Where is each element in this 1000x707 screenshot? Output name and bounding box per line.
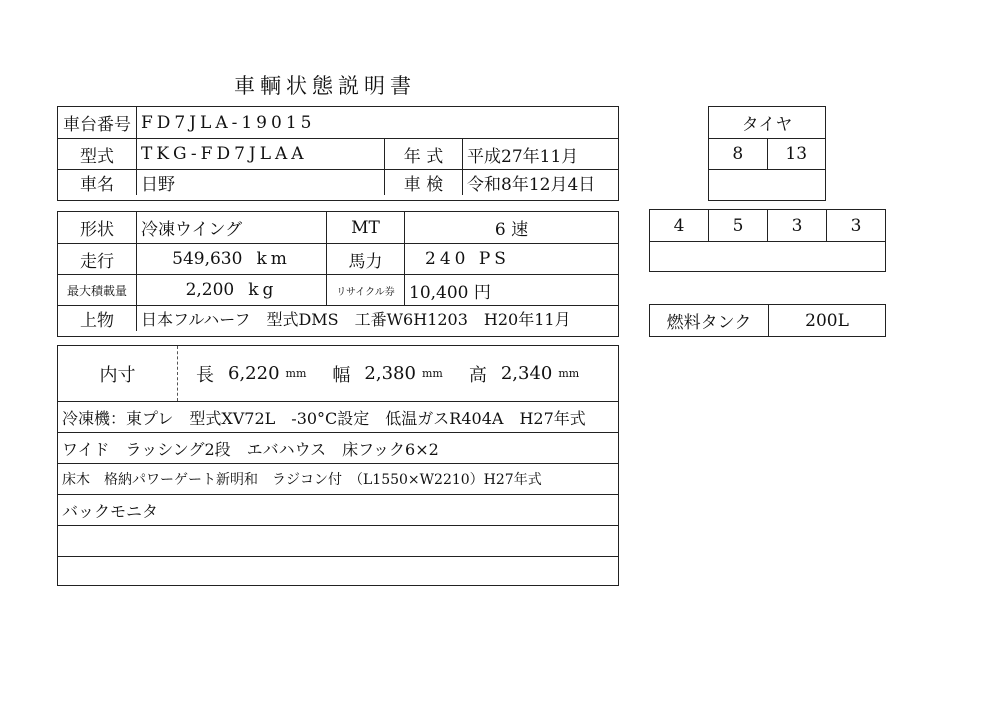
- recycle-label: リサイクル券: [326, 275, 404, 305]
- mileage-value: 549,630: [172, 249, 243, 269]
- tire-rear-row: [650, 210, 885, 241]
- interior-row: [58, 346, 618, 401]
- tire-rear-cell: 3: [826, 210, 885, 241]
- vehicle-name-label: 車名: [80, 175, 114, 195]
- length-value: 6,220: [228, 363, 280, 384]
- width-unit: mm: [421, 367, 443, 380]
- max-load-unit: kg: [248, 280, 278, 300]
- shape-label: 形状: [80, 220, 114, 240]
- chassis-row: [58, 107, 618, 138]
- transmission-label: MT: [326, 212, 404, 243]
- note-text: バックモニタ: [62, 501, 159, 521]
- height-unit: mm: [558, 367, 580, 380]
- max-load-cell: [136, 275, 326, 305]
- basic-info-table: [57, 106, 619, 201]
- note-text: ワイド ラッシング2段 エバハウス 床フック6×2: [62, 439, 439, 459]
- inspection-label: 車 検: [384, 170, 462, 195]
- interior-dimensions: [178, 346, 618, 401]
- max-load-value: 2,200: [185, 280, 235, 300]
- tire-front-cell: 8: [732, 144, 744, 164]
- length-label: 長: [196, 364, 214, 386]
- note-text: [58, 526, 618, 556]
- body-label: 上物: [80, 311, 114, 331]
- tire-front-table: [708, 106, 826, 201]
- tire-rear-cell: 4: [673, 215, 685, 236]
- mileage-unit: km: [256, 249, 291, 269]
- specs-table: [57, 211, 619, 337]
- height-label: 高: [468, 364, 487, 386]
- recycle-value: 10,400 円: [404, 275, 618, 305]
- vehicle-name-value: 日野: [136, 170, 384, 195]
- body-value: 日本フルハーフ 型式DMS 工番W6H1203 H20年11月: [136, 306, 618, 331]
- model-label: 型式: [80, 146, 114, 167]
- tire-header-row: [709, 107, 825, 138]
- note-row: [58, 556, 618, 557]
- note-row: [58, 432, 618, 463]
- interior-notes-table: [57, 345, 619, 586]
- transmission-value: 6 速: [404, 212, 618, 243]
- tire-rear-cell: 3: [767, 210, 826, 241]
- tire-front-cell: 13: [767, 139, 826, 169]
- chassis-number-label: 車台番号: [63, 115, 131, 135]
- fuel-tank-row: [650, 305, 885, 336]
- shape-row: [58, 212, 618, 243]
- shape-value: 冷凍ウイング: [136, 212, 326, 243]
- note-text: 冷凍機：東プレ 型式XV72L -30°C設定 低温ガスR404A H27年式: [62, 408, 586, 428]
- note-text: 床木 格納パワーゲート新明和 ラジコン付 （L1550×W2210）H27年式: [62, 472, 542, 488]
- fuel-tank-label: 燃料タンク: [666, 313, 752, 333]
- load-row: [58, 274, 618, 305]
- max-load-label: 最大積載量: [66, 283, 127, 298]
- tire-rear-blank-row: [650, 241, 885, 242]
- note-row: [58, 463, 618, 494]
- note-row: [58, 401, 618, 432]
- note-row: [58, 525, 618, 556]
- height-value: 2,340: [500, 363, 553, 384]
- fuel-tank-table: [649, 304, 886, 337]
- power-value: 240 PS: [404, 244, 618, 274]
- note-row: [58, 494, 618, 525]
- interior-label: 内寸: [58, 346, 178, 401]
- name-row: [58, 169, 618, 195]
- mileage-row: [58, 243, 618, 274]
- mileage-cell: [136, 244, 326, 274]
- tire-label: タイヤ: [741, 115, 793, 135]
- model-row: [58, 138, 618, 169]
- model-value: TKG-FD7JLAA: [136, 139, 384, 169]
- body-row: [58, 305, 618, 331]
- width-label: 幅: [332, 364, 351, 386]
- document-title: 車輌状態説明書: [234, 74, 416, 98]
- width-value: 2,380: [364, 363, 416, 384]
- tire-rear-table: [649, 209, 886, 272]
- power-label: 馬力: [326, 244, 404, 274]
- year-value: 平成27年11月: [462, 139, 618, 169]
- inspection-value: 令和8年12月4日: [462, 170, 618, 195]
- year-label: 年 式: [384, 139, 462, 169]
- chassis-number-value: FD7JLA-19015: [136, 107, 618, 138]
- length-unit: mm: [285, 367, 307, 380]
- fuel-tank-value: 200L: [768, 305, 885, 336]
- tire-rear-cell: 5: [708, 210, 767, 241]
- tire-front-row: [709, 138, 825, 169]
- mileage-label: 走行: [80, 251, 114, 272]
- tire-front-blank-row: [709, 169, 825, 170]
